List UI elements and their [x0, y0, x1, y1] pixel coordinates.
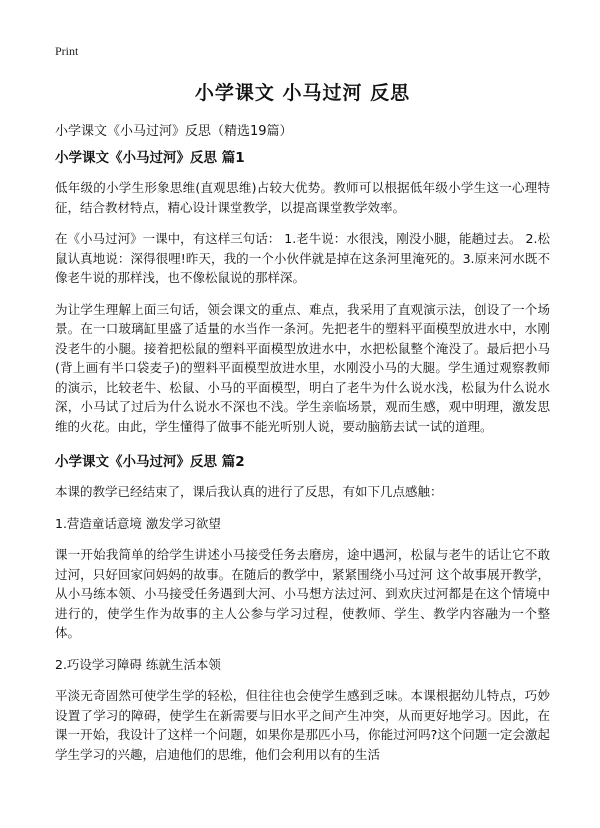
section-1-paragraph-1: 低年级的小学生形象思维(直观思维)占较大优势。教师可以根据低年级小学生这一心理特征，结合教材特点，精心设计课堂教学，以提高课堂教学效率。 — [55, 180, 550, 215]
document-content — [55, 148, 550, 776]
section-2-paragraph-3: 平淡无奇固然可使学生学的轻松，但往往也会使学生感到乏味。本课根据幼儿特点，巧妙设置了学习的障碍，使学生在新需要与旧水平之间产生冲突，从而更好地学习。因此，在课一开始，我设计了这样一个问题，如果你是那匹小马，你能过河吗?这个问题一定会激起学生学习的兴趣，启迪他们的思维，他们会利用以有的生活 — [55, 688, 550, 762]
section-1-paragraph-3: 为让学生理解上面三句话，领会课文的重点、难点，我采用了直观演示法，创设了一个场景。在一口玻璃缸里盛了适量的水当作一条河。先把老牛的塑料平面模型放进水中，水刚没老牛的小腿。接着把松鼠的塑料平面模型放进水中，水把松鼠整个淹没了。最后把小马(背上画有半口袋麦子)的塑料平面模型放进水里，水刚没小马的大腿。学生通过观察教师的演示，比较老牛、松鼠、小马的平面模型，明白了老牛为什么说水浅，松鼠为什么说水深，小马试了过后为什么说水不深也不浅。学生亲临场景，观而生感，观中明理，激发思维的火花。由此，学生懂得了做事不能光听别人说，要动脑筋去试一试的道理。 — [55, 301, 550, 434]
section-1-paragraph-2: 在《小马过河》一课中，有这样三句话： 1.老牛说：水很浅，刚没小腿，能趟过去。 2.松鼠认真地说：深得很哩!昨天，我的一个小伙伴就是掉在这条河里淹死的。3.原来河水既不像老牛说的那样浅，也不像松鼠说的那样深。 — [55, 231, 550, 285]
document-title: 小学课文 小马过河 反思 — [194, 82, 411, 104]
section-2-paragraph-2: 课一开始我简单的给学生讲述小马接受任务去磨房，途中遇河，松鼠与老牛的话让它不敢过河，只好回家问妈妈的故事。在随后的教学中，紧紧围绕小马过河 这个故事展开教学，从小马练本领、小马接受任务遇到大河、小马想方法过河、到欢庆过河都是在这个情境中进行的，使学生作为故事的主人公参与学习过程，使教师、学生、教学内容融为一个整体。 — [55, 547, 550, 640]
document-subtitle: 小学课文《小马过河》反思（精选19篇） — [55, 124, 293, 139]
section-2-subheading-2: 2.巧设学习障碍 练就生活本领 — [55, 656, 221, 672]
section-heading-2: 小学课文《小马过河》反思 篇2 — [55, 454, 245, 470]
section-2-subheading-1: 1.营造童话意境 激发学习欲望 — [55, 515, 221, 531]
section-2-paragraph-1: 本课的教学已经结束了，课后我认真的进行了反思，有如下几点感触： — [55, 484, 443, 499]
section-heading-1: 小学课文《小马过河》反思 篇1 — [55, 150, 245, 166]
print-label[interactable]: Print — [55, 44, 79, 58]
